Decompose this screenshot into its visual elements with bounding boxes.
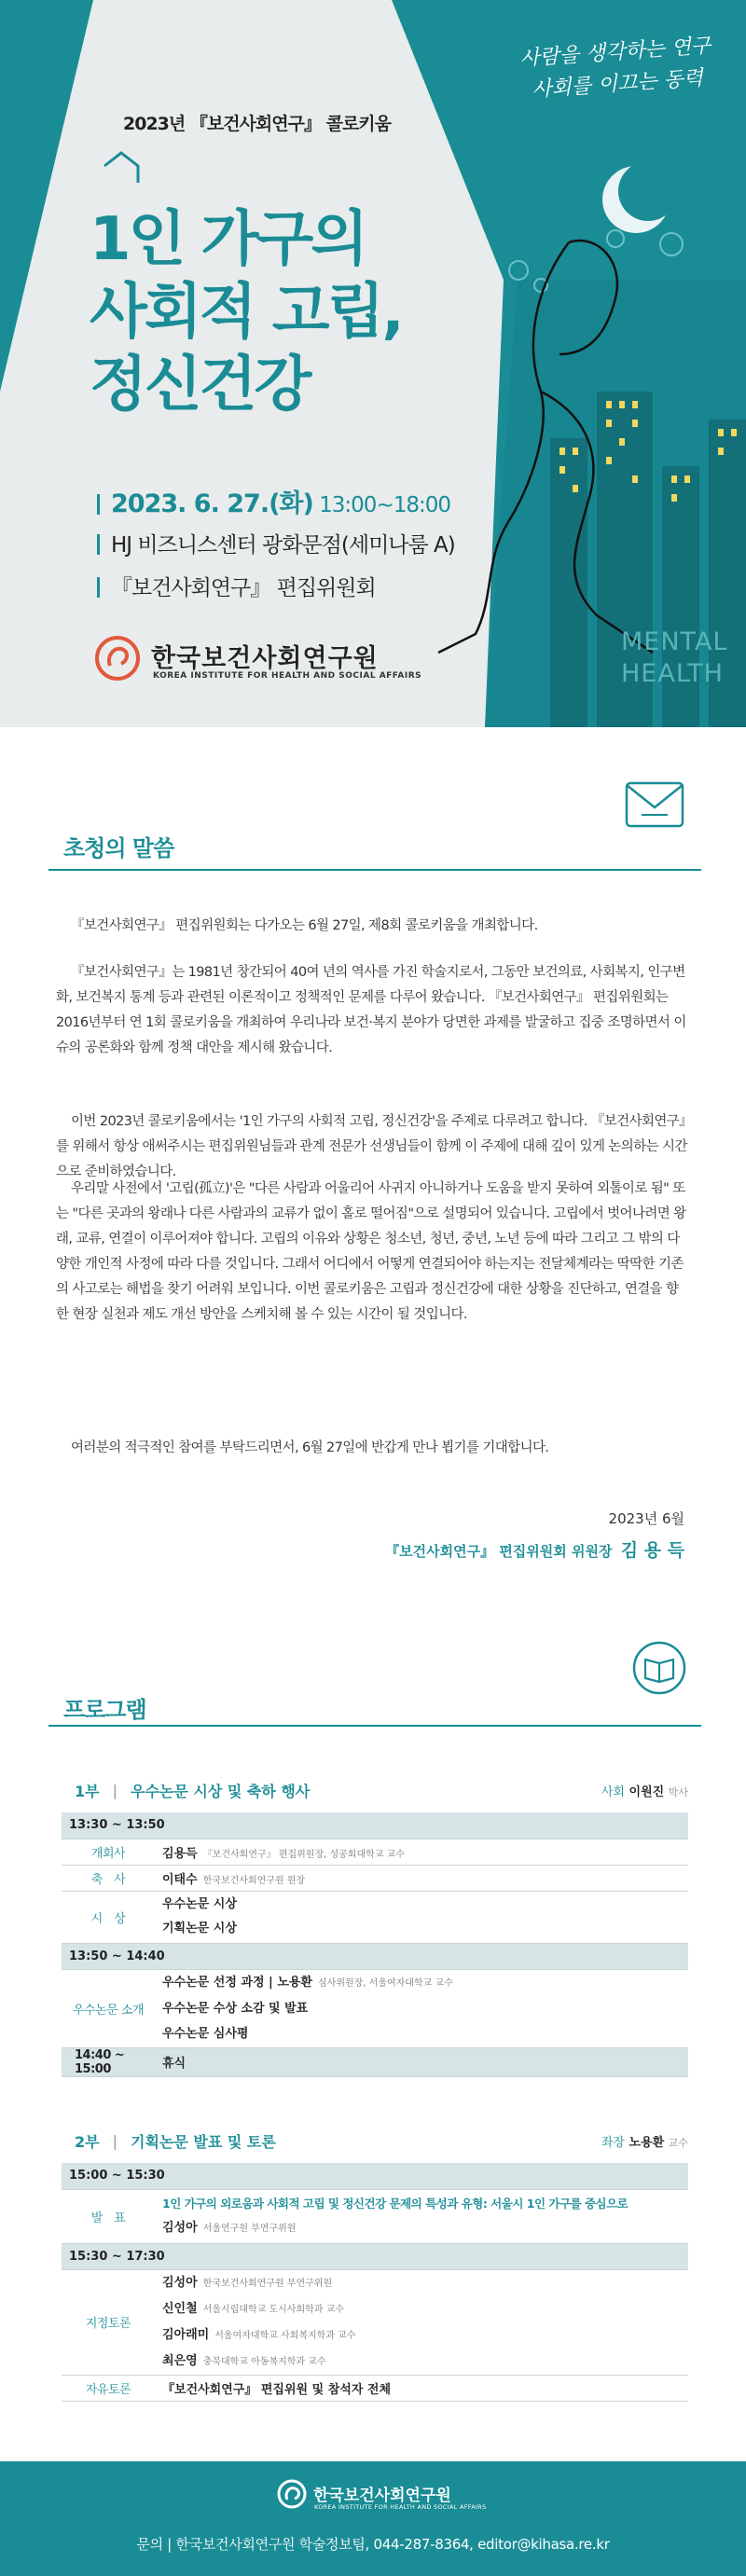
role-cell: 발 표 [62,2189,155,2243]
event-date-row [97,483,489,519]
discussant-affiliation: 서울여자대학교 사회복지학과 교수 [214,2330,356,2341]
session-affiliation: 심사위원장, 서울여자대학교 교수 [318,1978,453,1989]
chair-suffix: 박사 [668,1785,688,1798]
footer [0,2461,746,2576]
time-cell: 15:00 ~ 15:30 [62,2163,688,2189]
part2-chair [601,2132,688,2150]
invite-paragraph: 『보건사회연구』 편집위원회는 다가오는 6월 27일, 제8회 콜로키움을 개최합니다. [71,918,538,933]
footer-logo-icon [276,2478,308,2510]
discussant-name: 김아래미 [162,2327,210,2342]
footer-contact: 문의 | 한국보건사회연구원 학술정보팀, 044-287-8364, editor@kihasa.re.kr [136,2536,610,2553]
session-item: 우수논문 심사평 [162,2027,249,2041]
institute-logo-icon [93,634,142,682]
title-line-2: 사회적 고립, [90,278,402,347]
accent-bar [97,534,100,555]
invite-paragraph: 『보건사회연구』는 1981년 창간되어 40여 년의 역사를 가진 학술지로서, 그동안 보건의료, 사회복지, 인구변화, 보건복지 통계 등과 관련된 이론적이고 정책적인 문제를 다루어 왔습니다. 『보건사회연구』 편집위원회는 2016년부터 연 1회 콜로키움을 개최하여 우리나라 보건·복지 분야가 당면한 과제를 발굴하고 집중 조명하면서 이슈의 공론화와 함께 정책 대안을 제시해 왔습니다. [56,965,686,1055]
separator: | [112,2131,117,2150]
program-divider [48,1725,701,1727]
open-discussion: 『보건사회연구』 편집위원 및 참석자 전체 [162,2382,392,2397]
table-row [62,1891,688,1943]
invite-paragraph: 이번 2023년 콜로키움에서는 '1인 가구의 사회적 고립, 정신건강'을 주제로 다루려고 합니다. 『보건사회연구』를 위해서 항상 애써주시는 편집위원님들과 관계 전문가 선생님들이 함께 이 주제에 대해 깊이 있게 논의하는 시간으로 준비하였습니다. [56,1114,687,1179]
part1-title: 우수논문 시상 및 축하 행사 [130,1782,311,1800]
session-item: 우수논문 선정 과정 | 노용환 [162,1976,312,1990]
paper-title: 1인 가구의 외로움과 사회적 고립 및 정신건강 문제의 특성과 유형: 서울시 1인 가구를 중심으로 [162,2196,629,2211]
program-heading: 프로그램 [63,1697,146,1723]
event-time: 13:00~18:00 [319,493,450,517]
role-cell: 개회사 [62,1839,155,1865]
part2-title: 기획논문 발표 및 토론 [130,2132,276,2151]
part2-header [62,2120,688,2161]
role-cell: 지정토론 [62,2269,155,2375]
colloquium-label: 2023년 『보건사회연구』 콜로키움 [123,114,392,134]
time-cell: 13:50 ~ 14:40 [62,1943,688,1969]
role-cell: 축 사 [62,1865,155,1891]
logo-name-ko: 한국보건사회연구원 [151,644,379,673]
detail-cell [155,1969,688,2047]
part1-table [62,1812,688,2077]
break-cell: 휴식 [155,2047,688,2076]
invite-divider [48,869,701,871]
signature-date: 2023년 6월 [608,1510,684,1527]
hero-banner [0,0,746,727]
speaker-name: 이태수 [162,1872,198,1887]
signature-name: 김 용 득 [620,1540,684,1561]
detail-cell [155,1839,688,1865]
table-row [62,2269,688,2375]
mental-health-label [621,627,727,690]
role-cell: 우수논문 소개 [62,1969,155,2047]
signature-title: 『보건사회연구』 편집위원회 위원장 [385,1543,613,1560]
time-band [62,2047,688,2076]
discussant-name: 신인철 [162,2301,198,2316]
title-line-3: 정신건강 [90,351,310,420]
title-line-1: 1인 가구의 [90,205,366,274]
event-host-row [97,571,489,601]
time-band [62,2163,688,2189]
event-venue: HJ 비즈니스센터 광화문점(세미나룸 A) [111,533,455,558]
invite-paragraph: 우리말 사전에서 '고립(孤立)'은 "다른 사람과 어울리어 사귀지 아니하거나 도움을 받지 못하여 외톨이로 됨" 또는 "다른 곳과의 왕래나 다른 사람과의 교류가 없이 홀로 떨어짐"으로 설명되어 있습니다. 고립에서 벗어나려면 왕래, 교류, 연결이 이루어져야 합니다. 고립의 이유와 상황은 청소년, 청년, 중년, 노년 등에 따라 그리고 그 밖의 다양한 개인적 사정에 따라 다를 것입니다. 그래서 어디에서 어떻게 연결되어야 하는지는 전달체계라는 딱딱한 기존의 사고로는 해법을 찾기 어려워 보입니다. 이번 콜로키움은 고립과 정신건강에 대한 상황을 진단하고, 연결을 향한 현장 실천과 제도 개선 방안을 스케치해 볼 수 있는 시간이 될 것입니다. [56,1181,686,1322]
detail-cell [155,2269,688,2375]
session-item: 우수논문 수상 소감 및 발표 [162,2002,309,2016]
logo-name-en: KOREA INSTITUTE FOR HEALTH AND SOCIAL AFFAIRS [153,671,422,681]
time-cell: 14:40 ~ 15:00 [62,2047,155,2076]
role-cell: 시 상 [62,1891,155,1943]
envelope-icon [625,781,684,828]
book-icon [632,1641,686,1695]
speaker-name: 김용득 [162,1846,198,1861]
table-row [62,2189,688,2243]
tagline-line: 사회를 이끄는 동력 [531,66,704,103]
speaker-affiliation: 한국보건사회연구원 원장 [202,1875,306,1886]
discussant-name: 최은영 [162,2353,198,2368]
chair-name: 노용환 [629,2135,665,2150]
tagline-line: 사람을 생각하는 연구 [518,34,712,72]
invite-paragraph: 여러분의 적극적인 참여를 부탁드리면서, 6월 27일에 반갑게 만나 뵙기를 기대합니다. [71,1440,549,1455]
accent-bar [97,494,100,515]
part1-header [62,1770,688,1811]
mental-line-1: MENTAL [621,627,728,656]
speaker-affiliation: 서울연구원 부연구위원 [202,2223,297,2234]
detail-cell [155,1891,688,1943]
footer-logo-ko: 한국보건사회연구원 [313,2486,451,2505]
signature [385,1536,684,1562]
chair-role: 사회 [601,1784,625,1799]
accent-bar [97,577,100,598]
chair-suffix: 교수 [668,2136,688,2149]
detail-cell [155,2189,688,2243]
institute-logo [93,634,485,690]
time-band [62,1943,688,1969]
table-row [62,1969,688,2047]
discussant-affiliation: 한국보건사회연구원 부연구위원 [202,2278,333,2289]
part1-chair [601,1782,688,1799]
discussant-affiliation: 서울시립대학교 도시사회학과 교수 [202,2304,344,2315]
mental-line-2: HEALTH [621,659,724,688]
table-row [62,1865,688,1891]
time-band [62,1812,688,1839]
award-item: 우수논문 시상 [162,1897,237,1911]
footer-logo-en: KOREA INSTITUTE FOR HEALTH AND SOCIAL AFFAIRS [314,2503,487,2511]
chair-name: 이원진 [629,1784,665,1799]
invite-heading: 초청의 말씀 [63,835,174,861]
event-title [90,203,402,421]
detail-cell [155,2375,688,2401]
role-cell: 자유토론 [62,2375,155,2401]
event-date: 2023. 6. 27.(화) [111,489,313,518]
time-band [62,2243,688,2269]
separator: | [112,1781,117,1799]
detail-cell [155,1865,688,1891]
award-item: 기획논문 시상 [162,1922,237,1935]
table-row [62,2375,688,2401]
speaker-affiliation: 『보건사회연구』 편집위원장, 성공회대학교 교수 [202,1849,405,1860]
chair-role: 좌장 [601,2135,625,2150]
time-cell: 13:30 ~ 13:50 [62,1812,688,1839]
event-venue-row [97,528,489,558]
speaker-name: 김성아 [162,2220,198,2235]
time-cell: 15:30 ~ 17:30 [62,2243,688,2269]
event-host: 『보건사회연구』 편집위원회 [111,576,376,600]
discussant-affiliation: 충북대학교 아동복지학과 교수 [202,2356,326,2367]
table-row [62,1839,688,1865]
part2-label: 2부 [75,2132,100,2151]
discussant-name: 김성아 [162,2275,198,2290]
part1-label: 1부 [75,1782,100,1800]
part2-table [62,2163,688,2402]
